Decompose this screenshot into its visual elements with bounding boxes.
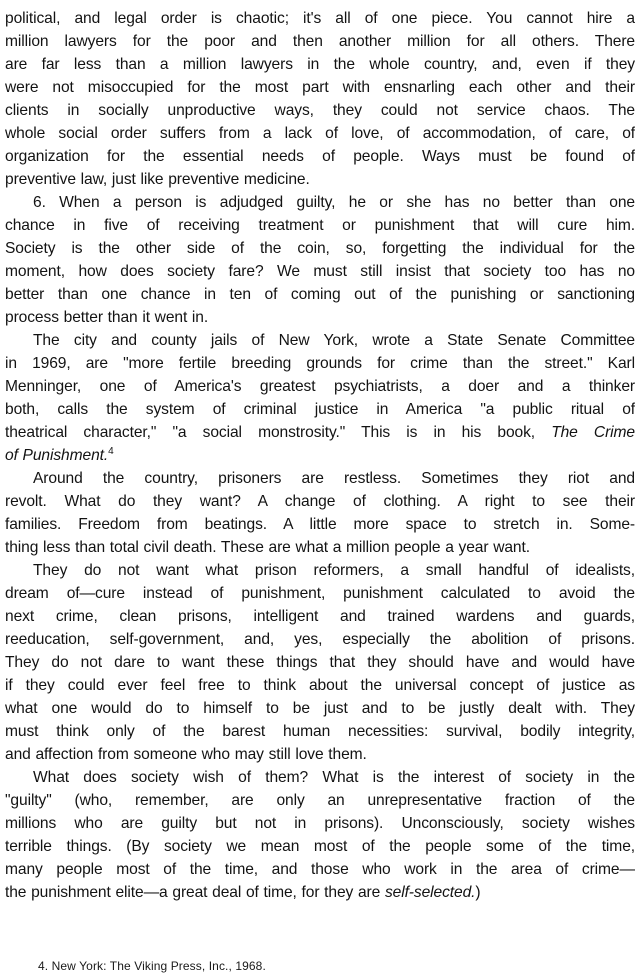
text-line: revolt. What do they want? A change of clothing. A right to see their	[5, 493, 635, 510]
text-line: better than one chance in ten of coming out of the punishing or sanctioning	[5, 286, 635, 303]
paragraph	[5, 191, 635, 329]
text-line: millions who are guilty but not in prisons). Unconsciously, society wishes	[5, 815, 635, 832]
text-line: The city and county jails of New York, wrote a State Senate Committee	[33, 332, 635, 349]
paragraph	[5, 329, 635, 467]
text-line: preventive law, just like preventive medicine.	[5, 171, 310, 188]
text-line: if they could ever feel free to think about the universal concept of justice as	[5, 677, 635, 694]
footnote: 4. New York: The Viking Press, Inc., 1968.	[38, 959, 266, 973]
paragraph	[5, 7, 635, 191]
text-line: They do not dare to want these things that they should have and would have	[5, 654, 635, 671]
text-line: are far less than a million lawyers in the whole country, and, even if they	[5, 56, 635, 73]
text-line: million lawyers for the poor and then another million for all others. There	[5, 33, 635, 50]
text-line: dream of—cure instead of punishment, punishment calculated to avoid the	[5, 585, 635, 602]
text-line: were not misoccupied for the most part with ensnarling each other and their	[5, 79, 635, 96]
text-line: in 1969, are "more fertile breeding grounds for crime than the street." Karl	[5, 355, 635, 372]
text-line: reeducation, self-government, and, yes, especially the abolition of prisons.	[5, 631, 635, 648]
text-line: organization for the essential needs of people. Ways must be found of	[5, 148, 635, 165]
text-line: next crime, clean prisons, intelligent and trained wardens and guards,	[5, 608, 635, 625]
text-line: political, and legal order is chaotic; it's all of one piece. You cannot hire a	[5, 10, 635, 27]
text-line: whole social order suffers from a lack of love, of accommodation, of care, of	[5, 125, 635, 142]
text-line: moment, how does society fare? We must still insist that society too has no	[5, 263, 635, 280]
paragraph	[5, 559, 635, 766]
text-line: Around the country, prisoners are restless. Sometimes they riot and	[33, 470, 635, 487]
text-line: "guilty" (who, remember, are only an unrepresentative fraction of the	[5, 792, 635, 809]
text-line: the punishment elite—a great deal of time, for they are self-selected.)	[5, 884, 481, 901]
text-line: of Punishment.$^4$	[5, 445, 114, 464]
text-line: terrible things. (By society we mean most of the people some of the time,	[5, 838, 635, 855]
text-line: 6. When a person is adjudged guilty, he or she has no better than one	[33, 194, 635, 211]
paragraph	[5, 467, 635, 559]
text-line: what one would do to himself to be just and to be justly dealt with. They	[5, 700, 635, 717]
text-line: They do not want what prison reformers, a small handful of idealists,	[33, 562, 635, 579]
text-line: Menninger, one of America's greatest psychiatrists, a doer and a thinker	[5, 378, 635, 395]
text-line: Society is the other side of the coin, so, forgetting the individual for the	[5, 240, 635, 257]
text-line: thing less than total civil death. These are what a million people a year want.	[5, 539, 530, 556]
text-line: theatrical character," "a social monstrosity." This is in his book, The Crime	[5, 424, 635, 441]
text-line: clients in socially unproductive ways, they could not service chaos. The	[5, 102, 635, 119]
text-line: many people most of the time, and those who work in the area of crime—	[5, 861, 635, 878]
text-line: chance in five of receiving treatment or punishment that will cure him.	[5, 217, 635, 234]
text-line: must think only of the barest human necessities: survival, bodily integrity,	[5, 723, 635, 740]
text-line: both, calls the system of criminal justice in America "a public ritual of	[5, 401, 635, 418]
text-block	[5, 7, 635, 904]
text-line: What does society wish of them? What is the interest of society in the	[33, 769, 635, 786]
text-line: process better than it went in.	[5, 309, 209, 326]
text-line: and affection from someone who may still love them.	[5, 746, 367, 763]
paragraph	[5, 766, 635, 904]
text-line: families. Freedom from beatings. A little more space to stretch in. Some-	[5, 516, 635, 533]
